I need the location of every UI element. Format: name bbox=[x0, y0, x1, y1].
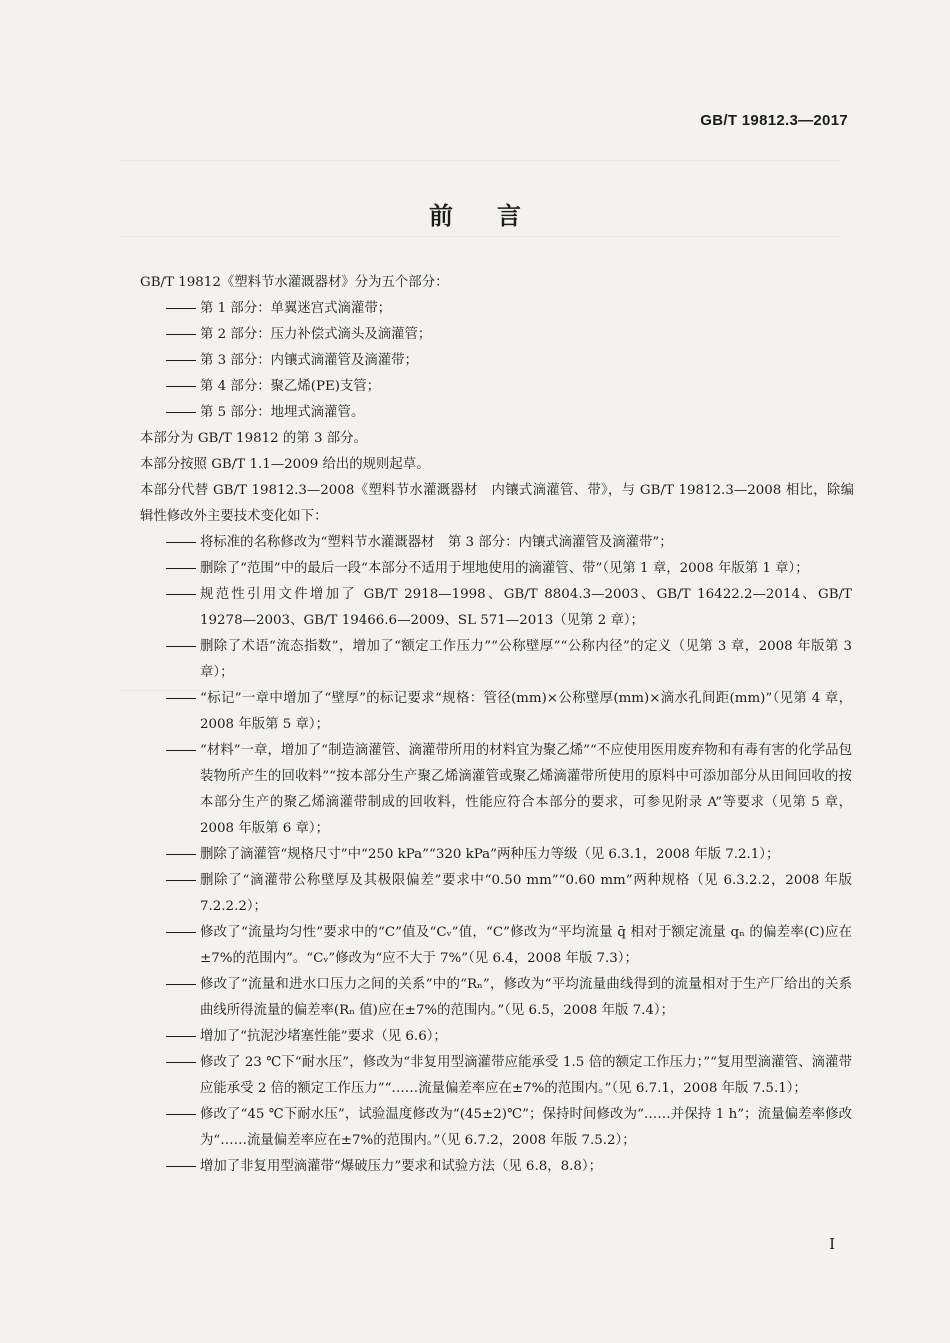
change-item: 删除了滴灌管“规格尺寸”中“250 kPa”“320 kPa”两种压力等级（见 6.3.1，2008 年版 7.2.1）； bbox=[166, 842, 852, 868]
page-title: 前言 bbox=[429, 202, 565, 230]
change-item: 删除了“滴灌带公称壁厚及其极限偏差”要求中“0.50 mm”“0.60 mm”两种规格（见 6.3.2.2，2008 年版 7.2.2.2）； bbox=[166, 868, 852, 920]
change-item: 规范性引用文件增加了 GB/T 2918—1998、GB/T 8804.3—2003、GB/T 16422.2—2014、GB/T 19278—2003、GB/T 19466.6—2009、SL 571—2013（见第 2 章）； bbox=[166, 582, 852, 634]
standard-code: GB/T 19812.3—2017 bbox=[700, 112, 848, 129]
part-item: 第 4 部分：聚乙烯(PE)支管； bbox=[166, 374, 852, 400]
change-item: 修改了 23 ℃下“耐水压”，修改为“非复用型滴灌带应能承受 1.5 倍的额定工作压力；”“复用型滴灌管、滴灌带应能承受 2 倍的额定工作压力”“……流量偏差率应在±7%的范围内。”（见 6.7.1，2008 年版 7.5.1）； bbox=[166, 1050, 852, 1102]
bleed-through-line bbox=[120, 160, 840, 161]
change-item: 删除了术语“流态指数”，增加了“额定工作压力”“公称壁厚”“公称内径”的定义（见第 3 章，2008 年版第 3 章）； bbox=[166, 634, 852, 686]
part-item: 第 1 部分：单翼迷宫式滴灌带； bbox=[166, 296, 852, 322]
part-item: 第 5 部分：地埋式滴灌管。 bbox=[166, 400, 852, 426]
page-number: I bbox=[829, 1235, 835, 1253]
change-item: 删除了“范围”中的最后一段“本部分不适用于埋地使用的滴灌管、带”（见第 1 章，2008 年版第 1 章）； bbox=[166, 556, 852, 582]
statement-part-number: 本部分为 GB/T 19812 的第 3 部分。 bbox=[140, 431, 367, 446]
intro-paragraph: GB/T 19812《塑料节水灌溉器材》分为五个部分： bbox=[140, 275, 449, 290]
change-item: 将标准的名称修改为“塑料节水灌溉器材 第 3 部分：内镶式滴灌管及滴灌带”； bbox=[166, 530, 852, 556]
change-item: 修改了“45 ℃下耐水压”，试验温度修改为“(45±2)℃”；保持时间修改为“……并保持 1 h”；流量偏差率修改为“……流量偏差率应在±7%的范围内。”（见 6.7.2，2008 年版 7.5.2）； bbox=[166, 1102, 852, 1154]
bleed-through-line bbox=[120, 236, 840, 237]
change-item: 增加了“抗泥沙堵塞性能”要求（见 6.6）； bbox=[166, 1024, 852, 1050]
change-item: 修改了“流量均匀性”要求中的“C”值及“Cᵥ”值，“C”修改为“平均流量 q̄ 相对于额定流量 qₙ 的偏差率(C)应在±7%的范围内”。“Cᵥ”修改为“应不大于 7%”（见 6.4，2008 年版 7.3）； bbox=[166, 920, 852, 972]
change-item: 修改了“流量和进水口压力之间的关系”中的“Rₙ”，修改为“平均流量曲线得到的流量相对于生产厂给出的关系曲线所得流量的偏差率(Rₙ 值)应在±7%的范围内。”（见 6.5，2008 年版 7.4）； bbox=[166, 972, 852, 1024]
change-item: “材料”一章，增加了“制造滴灌管、滴灌带所用的材料宜为聚乙烯”“不应使用医用废弃物和有毒有害的化学品包装物所产生的回收料”“按本部分生产聚乙烯滴灌管或聚乙烯滴灌带所使用的原料中可添加部分从田间回收的按本部分生产的聚乙烯滴灌带制成的回收料，性能应符合本部分的要求，可参见附录 A”等要求（见第 5 章，2008 年版第 6 章）； bbox=[166, 738, 852, 842]
statement-replaces: 本部分代替 GB/T 19812.3—2008《塑料节水灌溉器材 内镶式滴灌管、带》，与 GB/T 19812.3—2008 相比，除编辑性修改外主要技术变化如下： bbox=[140, 483, 854, 524]
part-item: 第 2 部分：压力补偿式滴头及滴灌管； bbox=[166, 322, 852, 348]
part-item: 第 3 部分：内镶式滴灌管及滴灌带； bbox=[166, 348, 852, 374]
change-item: “标记”一章中增加了“壁厚”的标记要求“规格：管径(mm)×公称壁厚(mm)×滴水孔间距(mm)”（见第 4 章，2008 年版第 5 章）； bbox=[166, 686, 852, 738]
change-item: 增加了非复用型滴灌带“爆破压力”要求和试验方法（见 6.8，8.8）； bbox=[166, 1154, 852, 1180]
foreword-body bbox=[140, 270, 854, 1180]
statement-drafting-rules: 本部分按照 GB/T 1.1—2009 给出的规则起草。 bbox=[140, 457, 430, 472]
